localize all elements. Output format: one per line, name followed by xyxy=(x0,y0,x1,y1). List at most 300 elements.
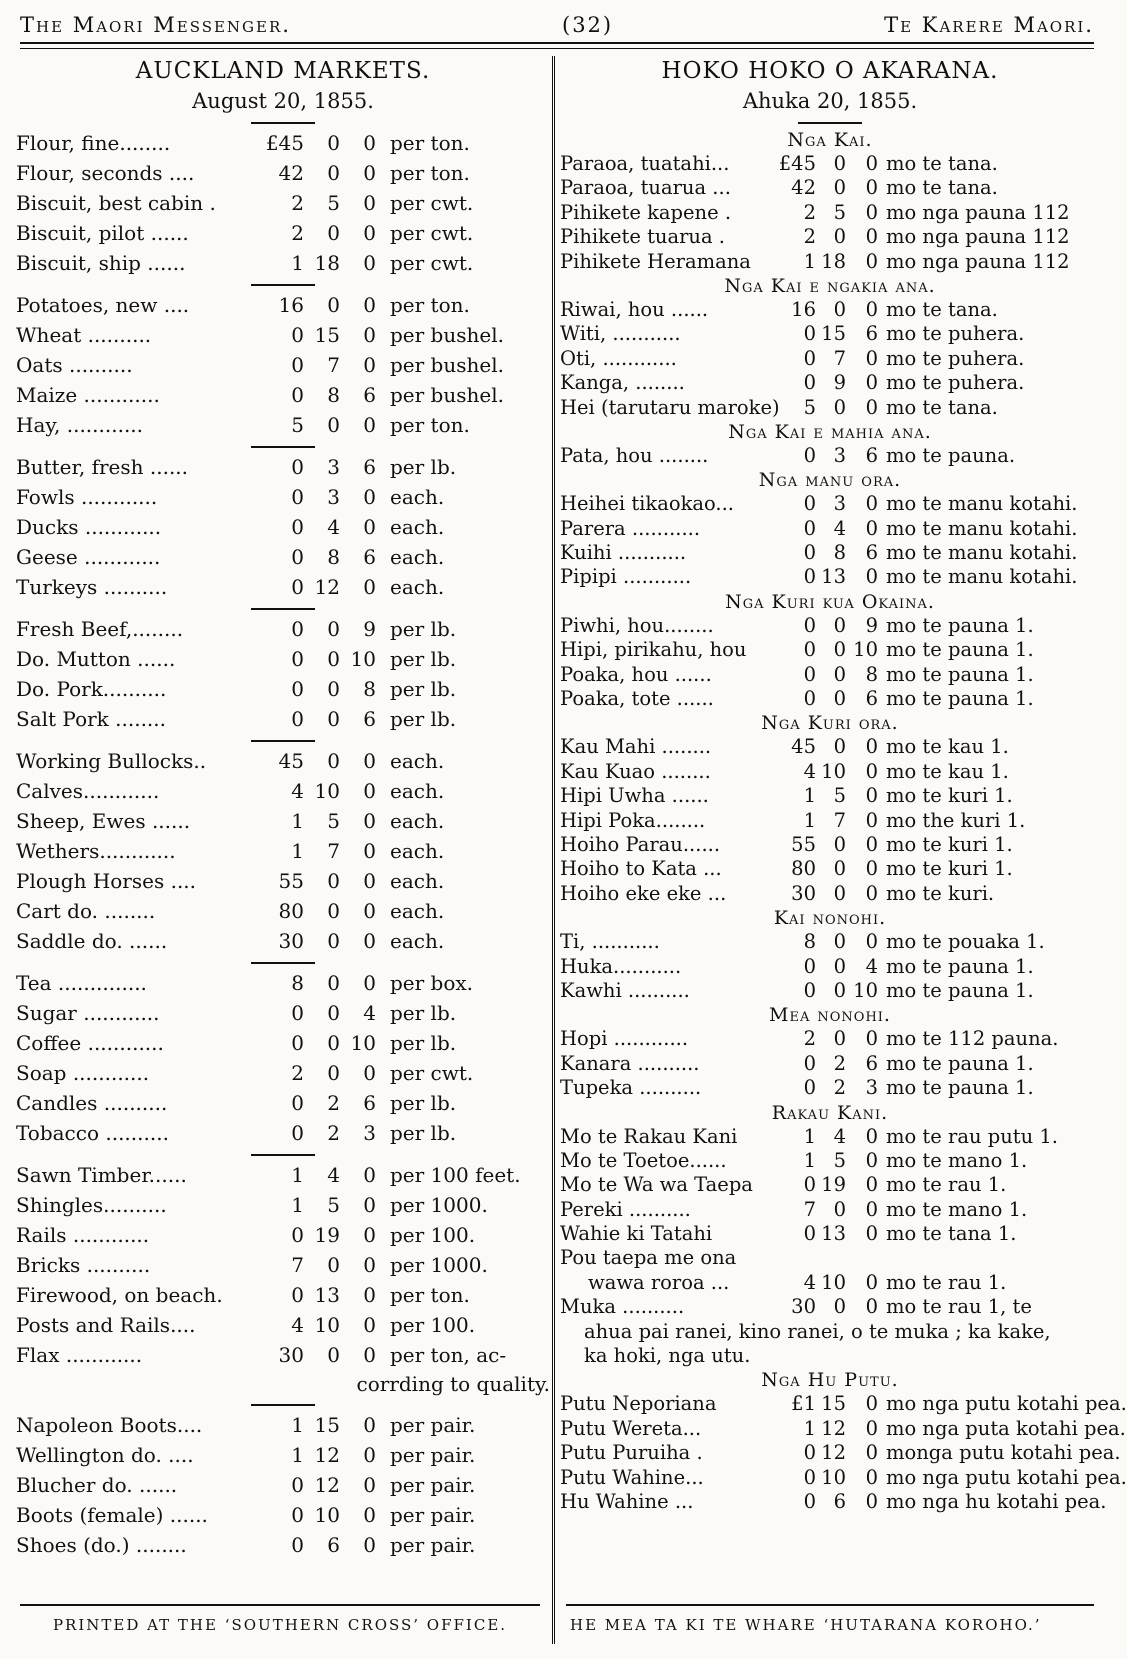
price-pounds: 7 xyxy=(803,1197,816,1221)
price-pounds: 0 xyxy=(291,515,304,539)
price-pence: 0 xyxy=(363,413,376,437)
price-pounds: 1 xyxy=(291,1413,304,1437)
price-unit: mo the kuri 1. xyxy=(886,808,1026,832)
item-name: Poaka, hou ...... xyxy=(560,662,712,686)
item-name: Maize ............ xyxy=(16,383,160,407)
price-shillings: 0 xyxy=(833,857,846,881)
price-pence: 0 xyxy=(363,353,376,377)
section-heading: Nga manu ora. xyxy=(758,469,902,492)
price-pence: 0 xyxy=(865,1124,878,1148)
table-row xyxy=(16,1280,550,1310)
item-name: Hei (tarutaru maroke) xyxy=(560,395,780,419)
price-pounds: £45 xyxy=(778,152,816,175)
price-pence: 0 xyxy=(865,1465,878,1489)
price-shillings: 0 xyxy=(327,1343,340,1367)
price-pence: 6 xyxy=(865,322,878,346)
price-unit: mo te manu kotahi. xyxy=(886,516,1078,540)
price-unit: per 100 feet. xyxy=(390,1163,521,1187)
section-rule xyxy=(251,446,315,448)
table-row xyxy=(560,517,1100,541)
item-name: Fowls ............ xyxy=(16,485,158,509)
item-name: Butter, fresh ...... xyxy=(16,455,189,479)
price-unit: mo te mano 1. xyxy=(886,1148,1028,1172)
table-row xyxy=(16,866,550,896)
section-heading: Nga Kai e ngakia ana. xyxy=(724,274,936,297)
table-row xyxy=(16,968,550,998)
section-heading: Mea nonohi. xyxy=(769,1004,891,1027)
price-shillings: 15 xyxy=(314,323,340,347)
section-rule xyxy=(251,608,315,610)
item-name: Kawhi .......... xyxy=(560,978,690,1002)
table-row xyxy=(560,979,1100,1003)
table-row xyxy=(16,1028,550,1058)
price-unit: mo te manu kotahi. xyxy=(886,492,1078,516)
price-pounds: 0 xyxy=(803,662,816,686)
price-unit: each. xyxy=(390,809,445,833)
price-pence: 0 xyxy=(865,395,878,419)
price-unit: mo te kuri. xyxy=(886,881,995,905)
price-pounds: 0 xyxy=(291,1001,304,1025)
price-pence: 0 xyxy=(865,1489,878,1513)
price-shillings: 10 xyxy=(314,1313,340,1337)
price-pounds: 0 xyxy=(803,541,816,565)
item-name: Tobacco .......... xyxy=(16,1121,169,1145)
table-row xyxy=(16,188,550,218)
table-row xyxy=(16,614,550,644)
section-rule xyxy=(798,122,862,124)
price-shillings: 0 xyxy=(833,1197,846,1221)
item-name: Candles .......... xyxy=(16,1091,168,1115)
price-pounds: 0 xyxy=(291,1473,304,1497)
item-name: Huka........... xyxy=(560,954,682,978)
price-pounds: 0 xyxy=(291,1121,304,1145)
price-unit: per 100. xyxy=(390,1223,476,1247)
price-unit: each. xyxy=(390,485,445,509)
price-pence: 0 xyxy=(363,971,376,995)
section-heading: Nga Hu Putu. xyxy=(761,1369,899,1392)
price-shillings: 7 xyxy=(327,353,340,377)
price-shillings: 2 xyxy=(327,1121,340,1145)
item-name: Heihei tikaokao... xyxy=(560,492,735,516)
table-row xyxy=(16,806,550,836)
price-pounds: £1 xyxy=(791,1392,816,1416)
table-row xyxy=(560,1052,1100,1076)
price-unit: per ton. xyxy=(390,131,470,155)
price-shillings: 15 xyxy=(821,1392,846,1416)
price-shillings: 8 xyxy=(327,383,340,407)
price-pence: 0 xyxy=(363,1283,376,1307)
item-name: Pata, hou ........ xyxy=(560,443,709,467)
price-pence: 0 xyxy=(363,221,376,245)
price-unit: per pair. xyxy=(390,1413,476,1437)
price-shillings: 0 xyxy=(327,869,340,893)
item-name: Coffee ............ xyxy=(16,1031,164,1055)
price-unit: per lb. xyxy=(390,617,457,641)
item-name: Flour, seconds .... xyxy=(16,161,195,185)
price-unit: per pair. xyxy=(390,1533,476,1557)
price-shillings: 7 xyxy=(833,808,846,832)
table-row xyxy=(16,1058,550,1088)
table-row xyxy=(16,1220,550,1250)
item-name: Soap ............ xyxy=(16,1061,150,1085)
price-pounds: 0 xyxy=(803,1465,816,1489)
price-pounds: 1 xyxy=(803,784,816,808)
price-pence: 0 xyxy=(865,832,878,856)
price-shillings: 10 xyxy=(821,759,846,783)
item-name: Posts and Rails.... xyxy=(16,1313,196,1337)
price-pence: 3 xyxy=(363,1121,376,1145)
muka-note: ahua pai ranei, kino ranei, o te muka ; ka kake, xyxy=(584,1319,1051,1343)
price-shillings: 0 xyxy=(833,832,846,856)
price-pounds: 0 xyxy=(803,322,816,346)
item-name: Putu Wereta... xyxy=(560,1416,702,1440)
price-pence: 9 xyxy=(865,613,878,637)
price-shillings: 15 xyxy=(314,1413,340,1437)
price-shillings: 13 xyxy=(821,1222,846,1246)
price-shillings: 18 xyxy=(821,249,846,273)
price-shillings: 0 xyxy=(833,954,846,978)
price-shillings: 0 xyxy=(833,735,846,759)
item-name: Napoleon Boots.... xyxy=(16,1413,203,1437)
maori-price-list xyxy=(560,122,1127,1514)
price-pounds: 1 xyxy=(803,1124,816,1148)
price-pence: 0 xyxy=(363,131,376,155)
price-pounds: 0 xyxy=(803,516,816,540)
table-row xyxy=(560,784,1100,808)
price-pence: 0 xyxy=(363,779,376,803)
price-pounds: 0 xyxy=(291,1091,304,1115)
price-pence: 0 xyxy=(865,297,878,321)
price-pence: 0 xyxy=(363,161,376,185)
price-shillings: 18 xyxy=(314,251,340,275)
price-shillings: 5 xyxy=(327,1193,340,1217)
price-pence: 0 xyxy=(363,1223,376,1247)
item-name: Paraoa, tuarua ... xyxy=(560,176,731,200)
table-row xyxy=(560,298,1100,322)
price-unit: per lb. xyxy=(390,1031,457,1055)
table-row xyxy=(560,687,1100,711)
price-shillings: 0 xyxy=(833,395,846,419)
price-shillings: 0 xyxy=(327,677,340,701)
table-row xyxy=(16,1118,550,1148)
price-unit: mo nga puta kotahi pea. xyxy=(886,1416,1126,1440)
price-pounds: 2 xyxy=(803,225,816,249)
price-shillings: 12 xyxy=(821,1416,846,1440)
price-unit: per cwt. xyxy=(390,251,474,275)
table-row xyxy=(16,1410,550,1440)
item-name: Ducks ............ xyxy=(16,515,162,539)
price-unit: per 1000. xyxy=(390,1253,488,1277)
header-left-title: The Maori Messenger. xyxy=(20,13,291,37)
price-unit: per cwt. xyxy=(390,221,474,245)
price-shillings: 2 xyxy=(833,1076,846,1100)
section-rule xyxy=(251,740,315,742)
price-pence: 10 xyxy=(350,1031,376,1055)
price-pounds: 2 xyxy=(291,191,304,215)
price-pence: 0 xyxy=(865,249,878,273)
header-right-title: Te Karere Maori. xyxy=(884,13,1094,37)
table-row xyxy=(560,1027,1100,1051)
price-shillings: 0 xyxy=(327,1031,340,1055)
item-name: Turkeys .......... xyxy=(16,575,168,599)
price-unit: each. xyxy=(390,575,445,599)
item-name: Hu Wahine ... xyxy=(560,1489,694,1513)
price-unit: per lb. xyxy=(390,1121,457,1145)
price-unit: mo te tana. xyxy=(886,152,998,175)
price-pounds: 1 xyxy=(291,251,304,275)
item-name: Mo te Rakau Kani xyxy=(560,1124,738,1148)
item-name: Fresh Beef,........ xyxy=(16,617,184,641)
item-name: Plough Horses .... xyxy=(16,869,197,893)
table-row xyxy=(16,926,550,956)
price-unit: per pair. xyxy=(390,1473,476,1497)
price-shillings: 8 xyxy=(833,541,846,565)
table-row xyxy=(16,1470,550,1500)
price-pounds: 30 xyxy=(791,881,816,905)
table-row xyxy=(560,1173,1100,1197)
table-row xyxy=(16,896,550,926)
price-pence: 0 xyxy=(865,857,878,881)
price-pence: 0 xyxy=(363,749,376,773)
price-pence: 0 xyxy=(363,1413,376,1437)
price-shillings: 2 xyxy=(833,1051,846,1075)
price-unit: per lb. xyxy=(390,677,457,701)
price-pence: 0 xyxy=(865,881,878,905)
price-pence: 10 xyxy=(853,638,878,662)
price-pounds: 8 xyxy=(803,930,816,954)
price-unit: mo te rau 1, te xyxy=(886,1295,1032,1319)
table-row xyxy=(560,201,1100,225)
table-row xyxy=(16,542,550,572)
item-name: Geese ............ xyxy=(16,545,161,569)
price-pence: 0 xyxy=(865,808,878,832)
price-pence: 6 xyxy=(865,687,878,711)
price-shillings: 0 xyxy=(833,1027,846,1051)
price-pounds: 8 xyxy=(291,971,304,995)
price-shillings: 0 xyxy=(833,662,846,686)
price-unit: mo te kau 1. xyxy=(886,735,1009,759)
item-name: Saddle do. ...... xyxy=(16,929,168,953)
table-row xyxy=(16,1530,550,1560)
price-unit: per ton, ac- xyxy=(390,1343,507,1367)
item-name: Pihikete kapene . xyxy=(560,200,732,224)
price-pounds: 42 xyxy=(791,176,816,200)
price-pounds: 0 xyxy=(291,617,304,641)
item-name: Wahie ki Tatahi xyxy=(560,1222,713,1246)
price-unit: mo te pauna 1. xyxy=(886,978,1034,1002)
price-unit: per lb. xyxy=(390,647,457,671)
table-row xyxy=(560,152,1100,176)
price-pence: 0 xyxy=(363,929,376,953)
price-pence: 0 xyxy=(363,251,376,275)
column-divider xyxy=(552,56,555,1644)
price-pence: 0 xyxy=(865,1148,878,1172)
maori-date: Ahuka 20, 1855. xyxy=(742,89,918,113)
item-name: Hipi Uwha ...... xyxy=(560,784,709,808)
price-shillings: 0 xyxy=(833,930,846,954)
price-shillings: 7 xyxy=(833,346,846,370)
section-heading: Nga Kai e mahia ana. xyxy=(728,420,932,443)
footer-rule-left xyxy=(20,1604,540,1606)
price-pounds: 0 xyxy=(803,1076,816,1100)
price-unit: mo te kuri 1. xyxy=(886,857,1013,881)
price-unit: each. xyxy=(390,749,445,773)
price-unit: mo te pauna. xyxy=(886,443,1016,467)
price-unit: mo nga hu kotahi pea. xyxy=(886,1489,1107,1513)
item-name: Kau Kuao ........ xyxy=(560,759,711,783)
table-row xyxy=(560,955,1100,979)
table-row xyxy=(560,930,1100,954)
price-pounds: 0 xyxy=(803,978,816,1002)
price-shillings: 0 xyxy=(327,413,340,437)
section-heading: Nga Kuri ora. xyxy=(761,712,899,735)
item-name: Biscuit, pilot ...... xyxy=(16,221,189,245)
price-pence: 9 xyxy=(363,617,376,641)
price-shillings: 0 xyxy=(833,176,846,200)
price-pence: 6 xyxy=(363,383,376,407)
item-name: Cart do. ........ xyxy=(16,899,156,923)
price-unit: per cwt. xyxy=(390,1061,474,1085)
price-pounds: 2 xyxy=(803,200,816,224)
table-row xyxy=(560,833,1100,857)
price-unit: each. xyxy=(390,839,445,863)
price-pounds: 16 xyxy=(791,297,816,321)
table-row xyxy=(16,1340,550,1370)
item-name: Mo te Toetoe...... xyxy=(560,1148,727,1172)
price-pence: 0 xyxy=(363,1343,376,1367)
table-row xyxy=(16,248,550,278)
price-pounds: 0 xyxy=(291,545,304,569)
price-shillings: 5 xyxy=(833,1148,846,1172)
price-shillings: 19 xyxy=(314,1223,340,1247)
item-name: Ti, ........... xyxy=(560,930,660,954)
price-shillings: 0 xyxy=(833,638,846,662)
flax-note: corrding to quality. xyxy=(356,1372,550,1396)
item-name: Shingles.......... xyxy=(16,1193,167,1217)
price-pounds: 0 xyxy=(291,485,304,509)
price-pounds: 0 xyxy=(803,954,816,978)
table-row xyxy=(560,809,1100,833)
price-unit: mo nga putu kotahi pea. xyxy=(886,1465,1127,1489)
price-shillings: 8 xyxy=(327,545,340,569)
muka-note-2: ka hoki, nga utu. xyxy=(584,1344,751,1368)
section-rule xyxy=(251,962,315,964)
price-pounds: 7 xyxy=(291,1253,304,1277)
item-name: Sheep, Ewes ...... xyxy=(16,809,191,833)
price-shillings: 0 xyxy=(833,152,846,175)
section-heading: Kai nonohi. xyxy=(773,907,887,930)
price-shillings: 7 xyxy=(327,839,340,863)
price-pence: 8 xyxy=(363,677,376,701)
price-pounds: 0 xyxy=(291,1223,304,1247)
price-pence: 0 xyxy=(363,1253,376,1277)
english-date: August 20, 1855. xyxy=(192,89,374,113)
page-header xyxy=(20,8,1094,42)
price-shillings: 0 xyxy=(833,225,846,249)
price-pence: 4 xyxy=(363,1001,376,1025)
item-name: Muka .......... xyxy=(560,1295,685,1319)
price-pounds: 0 xyxy=(803,1051,816,1075)
price-shillings: 19 xyxy=(821,1173,846,1197)
table-row xyxy=(560,444,1100,468)
price-shillings: 9 xyxy=(833,371,846,395)
table-row xyxy=(560,322,1100,346)
price-pence: 0 xyxy=(363,1503,376,1527)
price-unit: mo nga pauna 112 xyxy=(886,225,1070,249)
price-unit: mo te puhera. xyxy=(886,322,1025,346)
price-shillings: 13 xyxy=(821,565,846,589)
item-name: Oats .......... xyxy=(16,353,133,377)
section-heading: Rakau Kani. xyxy=(771,1101,889,1124)
table-row xyxy=(560,347,1100,371)
table-row xyxy=(16,998,550,1028)
price-unit: monga putu kotahi pea. xyxy=(886,1441,1121,1465)
price-shillings: 12 xyxy=(821,1441,846,1465)
item-name: Sawn Timber...... xyxy=(16,1163,187,1187)
price-pence: 6 xyxy=(865,541,878,565)
price-pounds: 55 xyxy=(791,832,816,856)
price-shillings: 0 xyxy=(833,687,846,711)
price-unit: mo te pauna 1. xyxy=(886,613,1034,637)
price-unit: per cwt. xyxy=(390,191,474,215)
price-pence: 6 xyxy=(865,443,878,467)
price-pounds: 5 xyxy=(803,395,816,419)
price-shillings: 13 xyxy=(314,1283,340,1307)
price-unit: per bushel. xyxy=(390,323,504,347)
item-name: Firewood, on beach. xyxy=(16,1283,223,1307)
price-unit: per bushel. xyxy=(390,383,504,407)
table-row xyxy=(560,1489,1107,1514)
item-name: Bricks .......... xyxy=(16,1253,151,1277)
price-shillings: 0 xyxy=(833,613,846,637)
footer-printer-english: PRINTED AT THE ‘SOUTHERN CROSS’ OFFICE. xyxy=(52,1616,508,1634)
item-name: Flax ............ xyxy=(16,1343,143,1367)
price-pounds: 0 xyxy=(803,443,816,467)
section-heading: Nga Kai. xyxy=(787,129,873,151)
price-shillings: 12 xyxy=(314,1443,340,1467)
price-pounds: 80 xyxy=(791,857,816,881)
price-pounds: 1 xyxy=(291,1443,304,1467)
price-unit: mo te rau putu 1. xyxy=(886,1124,1058,1148)
price-shillings: 0 xyxy=(833,978,846,1002)
price-pence: 0 xyxy=(363,1163,376,1187)
price-pence: 6 xyxy=(363,545,376,569)
item-name: Boots (female) ...... xyxy=(16,1503,208,1527)
price-pence: 0 xyxy=(865,1392,878,1416)
table-row xyxy=(16,836,550,866)
price-pence: 3 xyxy=(865,1076,878,1100)
table-row xyxy=(560,1198,1100,1222)
price-pounds: 0 xyxy=(803,1222,816,1246)
price-unit: mo te pauna 1. xyxy=(886,662,1034,686)
item-name: Hipi, pirikahu, hou xyxy=(560,638,747,662)
price-unit: mo te pouaka 1. xyxy=(886,930,1045,954)
price-unit: mo nga putu kotahi pea. xyxy=(886,1392,1127,1416)
price-unit: per 100. xyxy=(390,1313,476,1337)
price-pence: 6 xyxy=(363,707,376,731)
price-unit: mo te puhera. xyxy=(886,346,1025,370)
price-shillings: 12 xyxy=(314,575,340,599)
price-shillings: 4 xyxy=(327,1163,340,1187)
item-name: Pereki .......... xyxy=(560,1197,691,1221)
price-shillings: 0 xyxy=(327,617,340,641)
item-name: Putu Wahine... xyxy=(560,1465,704,1489)
price-shillings: 0 xyxy=(327,1253,340,1277)
price-unit: mo te manu kotahi. xyxy=(886,541,1078,565)
price-pence: 10 xyxy=(350,647,376,671)
price-shillings: 2 xyxy=(327,1091,340,1115)
price-unit: per bushel. xyxy=(390,353,504,377)
